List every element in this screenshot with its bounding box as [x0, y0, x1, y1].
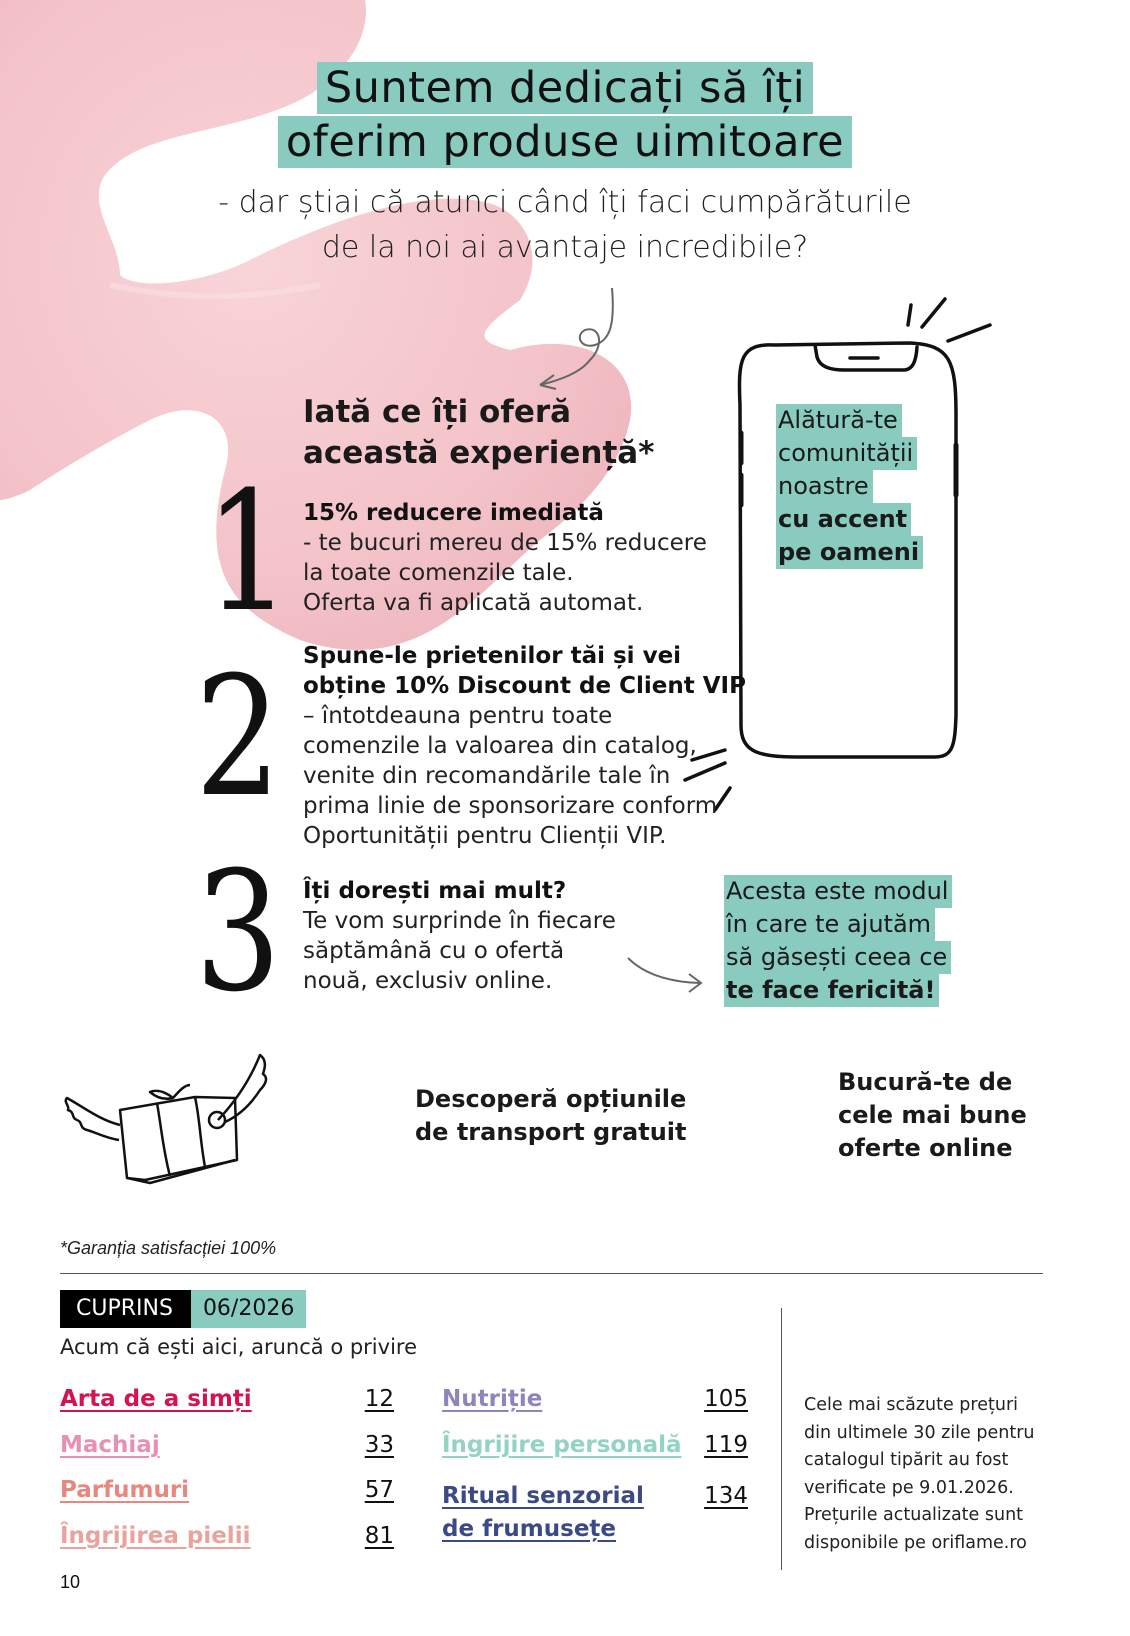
toc-page-link[interactable]: 57: [364, 1477, 394, 1503]
toc-link-ingrijirea-pielii[interactable]: Îngrijirea pielii: [60, 1523, 251, 1549]
toc-link-ritual-senzorial-line-2[interactable]: de frumusețe: [442, 1516, 617, 1542]
toc-link-nutritie[interactable]: Nutriție: [442, 1386, 543, 1412]
step-2-line: prima linie de sponsorizare conform: [303, 793, 718, 819]
step-1: [303, 498, 707, 618]
cta-callout-line: în care te ajutăm: [724, 908, 935, 941]
step-2: [303, 641, 746, 851]
offers-line-3: oferte online: [838, 1134, 1013, 1162]
step-2-line: venite din recomandările tale în: [303, 763, 671, 789]
price-note-line: catalogul tipărit au fost: [804, 1450, 1009, 1470]
toc-badge: [60, 1290, 306, 1328]
price-note-line: din ultimele 30 zile pentru: [804, 1422, 1035, 1443]
phone-callout-bold-line: pe oameni: [776, 536, 923, 569]
step-1-line: Oferta va fi aplicată automat.: [303, 590, 644, 616]
intro-title-line-2: această experiență*: [303, 435, 655, 471]
headline-line-2: oferim produse uimitoare: [278, 116, 852, 168]
arrow-right-icon: [625, 950, 710, 995]
free-transport-text: [415, 1083, 687, 1149]
toc-subtitle: Acum că ești aici, aruncă o privire: [60, 1335, 417, 1359]
step-2-line: Oportunității pentru Clienții VIP.: [303, 823, 667, 849]
price-note-line: disponibile pe oriflame.ro: [804, 1532, 1027, 1553]
guarantee-footnote: *Garanția satisfacției 100%: [60, 1238, 277, 1258]
toc-link-machiaj[interactable]: Machiaj: [60, 1432, 160, 1458]
step-3: [303, 876, 616, 996]
phone-callout-bold-line: cu accent: [776, 503, 911, 536]
toc-label: CUPRINS: [60, 1290, 191, 1328]
step-2-line: – întotdeauna pentru toate: [303, 703, 613, 729]
transport-line-1: Descoperă opțiunile: [415, 1085, 687, 1113]
subtitle-line-1: - dar știai că atunci când îți faci cumpărăturile: [218, 185, 912, 220]
toc-issue: 06/2026: [191, 1290, 306, 1328]
step-2-title: Spune-le prietenilor tăi și vei: [303, 643, 682, 669]
step-number-2: 2: [195, 641, 282, 833]
toc-link-ritual-senzorial[interactable]: Ritual senzorial: [442, 1483, 644, 1509]
phone-callout-line: Alătură-te: [776, 404, 902, 437]
intro-title-line-1: Iată ce îți oferă: [303, 394, 572, 430]
step-3-line: nouă, exclusiv online.: [303, 968, 553, 994]
cta-callout-bold-line: te face fericită!: [724, 974, 939, 1007]
online-offers-text: [838, 1066, 1027, 1165]
phone-callout-line: noastre: [776, 470, 873, 503]
price-note-line: verificate pe 9.01.2026.: [804, 1477, 1014, 1498]
toc-link-parfumuri[interactable]: Parfumuri: [60, 1477, 190, 1503]
headline: [200, 62, 930, 168]
toc-page-link[interactable]: 119: [704, 1432, 748, 1458]
intro-title: [303, 392, 654, 474]
step-number-3: 3: [195, 836, 282, 1028]
offers-line-1: Bucură-te de: [838, 1068, 1013, 1096]
step-3-title: Îți dorești mai mult?: [303, 878, 567, 904]
step-number-1: 1: [205, 456, 292, 648]
price-note-line: Cele mai scăzute prețuri: [804, 1395, 1018, 1415]
toc-page-link[interactable]: 12: [364, 1386, 394, 1412]
divider: [60, 1273, 1043, 1274]
step-3-line: Te vom surprinde în fiecare: [303, 908, 616, 934]
step-1-line: la toate comenzile tale.: [303, 560, 574, 586]
phone-callout: [776, 404, 923, 569]
toc-page-link[interactable]: 81: [364, 1523, 394, 1549]
toc-link-ingrijire-personala[interactable]: Îngrijire personală: [442, 1432, 682, 1458]
flying-gift-icon: [55, 1040, 280, 1190]
cta-callout-line: Acesta este modul: [724, 875, 952, 908]
offers-line-2: cele mai bune: [838, 1101, 1027, 1129]
toc-page-link[interactable]: 134: [704, 1483, 748, 1509]
subtitle: [200, 180, 930, 270]
step-2-title: obține 10% Discount de Client VIP: [303, 673, 746, 699]
page-number: 10: [60, 1572, 81, 1592]
price-note: [804, 1392, 1044, 1557]
vertical-divider: [781, 1308, 782, 1570]
step-3-line: săptămână cu o ofertă: [303, 938, 565, 964]
subtitle-line-2: de la noi ai avantaje incredibile?: [321, 230, 809, 265]
headline-line-1: Suntem dedicați să îți: [317, 62, 813, 114]
step-1-title: 15% reducere imediată: [303, 500, 604, 526]
toc-page-link[interactable]: 33: [364, 1432, 394, 1458]
step-2-line: comenzile la valoarea din catalog,: [303, 733, 697, 759]
toc-link-arta-de-a-simti[interactable]: Arta de a simți: [60, 1386, 252, 1412]
curly-arrow-icon: [520, 285, 630, 395]
step-1-line: - te bucuri mereu de 15% reducere: [303, 530, 707, 556]
toc-page-link[interactable]: 105: [704, 1386, 748, 1412]
price-note-line: Prețurile actualizate sunt: [804, 1505, 1024, 1525]
cta-callout-line: să găsești ceea ce: [724, 941, 951, 974]
cta-callout: [724, 875, 952, 1007]
transport-line-2: de transport gratuit: [415, 1118, 687, 1146]
phone-callout-line: comunității: [776, 437, 917, 470]
